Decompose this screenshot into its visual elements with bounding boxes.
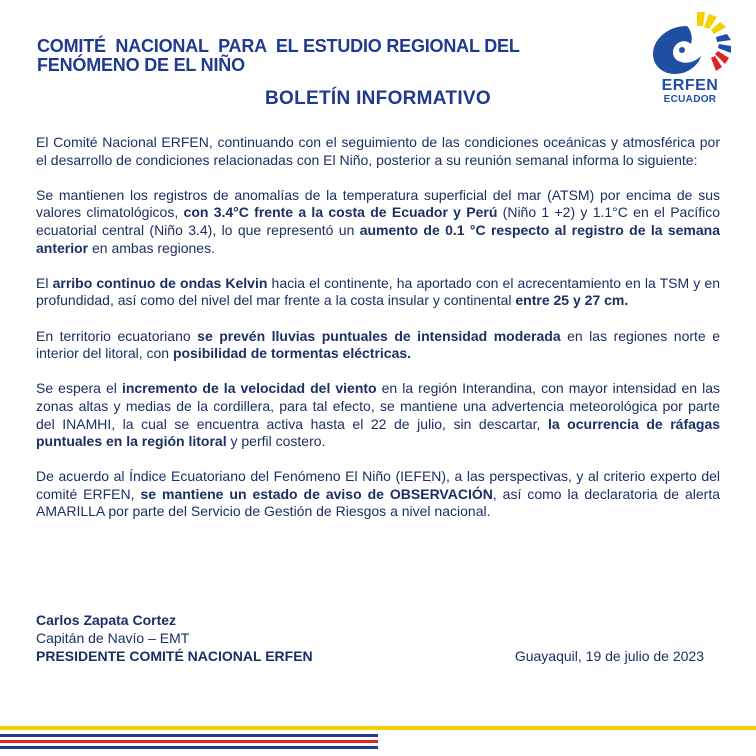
text-run: hacia el continente, ha aportado con el acrecentamiento en la TSM y en profundidad, así como del nivel del mar frente a la costa insular y continental <box>36 274 720 309</box>
text-run: Se mantienen los registros de anomalías de la temperatura superficial del mar (ATSM) por encima de sus valores climatológicos, <box>36 186 720 221</box>
yellow-stripe <box>0 726 756 730</box>
text-run: y perfil costero. <box>226 433 326 450</box>
text-run: , así como la declaratoria de alerta AMARILLA por parte del Servicio de Gestión de Riesgos a nivel nacional. <box>36 485 720 520</box>
bold-text-run: se prevén lluvias puntuales de intensidad moderada <box>197 327 561 344</box>
text-run: El <box>36 274 53 291</box>
committee-title-line1: COMITÉ NACIONAL PARA EL ESTUDIO REGIONAL DEL <box>37 36 520 56</box>
bold-text-run: posibilidad de tormentas eléctricas. <box>172 345 412 362</box>
blue-stripe-lower <box>0 746 378 749</box>
document-title: BOLETÍN INFORMATIVO <box>265 88 491 109</box>
logo-wordmark: ERFEN <box>661 77 719 94</box>
committee-title-line2: FENÓMENO DE EL NIÑO <box>37 55 245 75</box>
signature-block <box>36 611 720 665</box>
bold-text-run: aumento de 0.1 °C respecto al registro de la semana anterior <box>36 221 720 256</box>
bold-text-run: la ocurrencia de ráfagas puntuales en la región litoral <box>36 415 721 450</box>
bold-text-run: incremento de la velocidad del viento <box>121 380 377 397</box>
bulletin-paragraph <box>36 328 720 363</box>
bulletin-paragraph <box>36 468 720 521</box>
logo-subwordmark: ECUADOR <box>663 94 717 105</box>
bulletin-body <box>36 134 720 539</box>
signatory-position: PRESIDENTE COMITÉ NACIONAL ERFEN <box>36 648 313 664</box>
bulletin-paragraph <box>36 187 720 257</box>
text-run: En territorio ecuatoriano <box>36 327 198 344</box>
text-run: Se espera el <box>36 380 122 397</box>
bulletin-paragraph <box>36 134 720 169</box>
text-run: en ambas regiones. <box>88 239 215 256</box>
bold-text-run: arribo continuo de ondas Kelvin <box>52 274 268 291</box>
bulletin-paragraph <box>36 275 720 310</box>
committee-title <box>37 37 597 75</box>
bold-text-run: con 3.4°C frente a la costa de Ecuador y Perú <box>183 204 498 221</box>
text-run: El Comité Nacional ERFEN, continuando con el seguimiento de las condiciones oceánicas y atmosférica por el desarrollo de condiciones relacionadas con El Niño, posterior a su reunión semanal informa lo siguiente: <box>36 134 720 168</box>
signatory-rank: Capitán de Navío – EMT <box>36 630 190 646</box>
footer-flag-stripes <box>0 726 756 756</box>
signatory-name: Carlos Zapata Cortez <box>36 612 177 628</box>
bulletin-paragraph <box>36 380 720 450</box>
text-run: De acuerdo al Índice Ecuatoriano del Fenómeno El Niño (IEFEN), a las perspectivas, y al criterio experto del comité ERFEN, <box>36 468 720 502</box>
text-run: en las regiones norte e interior del litoral, con <box>36 327 720 362</box>
bold-text-run: entre 25 y 27 cm. <box>515 292 629 309</box>
text-run: en la región Interandina, con mayor intensidad en las zonas altas y medias de la cordillera, para tal efecto, se mantiene una advertencia meteorológica por parte del INAMHI, la cual se encuentra activa hasta el 22 de julio, sin descartar, <box>36 380 720 432</box>
red-stripe <box>0 740 378 743</box>
blue-stripe <box>0 734 378 737</box>
text-run: (Niño 1 +2) y 1.1°C en el Pacífico ecuatorial central (Niño 3.4), lo que representó un <box>36 204 721 238</box>
bold-text-run: se mantiene un estado de aviso de OBSERVACIÓN <box>140 485 493 502</box>
place-date: Guayaquil, 19 de julio de 2023 <box>514 648 704 664</box>
erfen-wave-sun-icon <box>645 6 735 78</box>
